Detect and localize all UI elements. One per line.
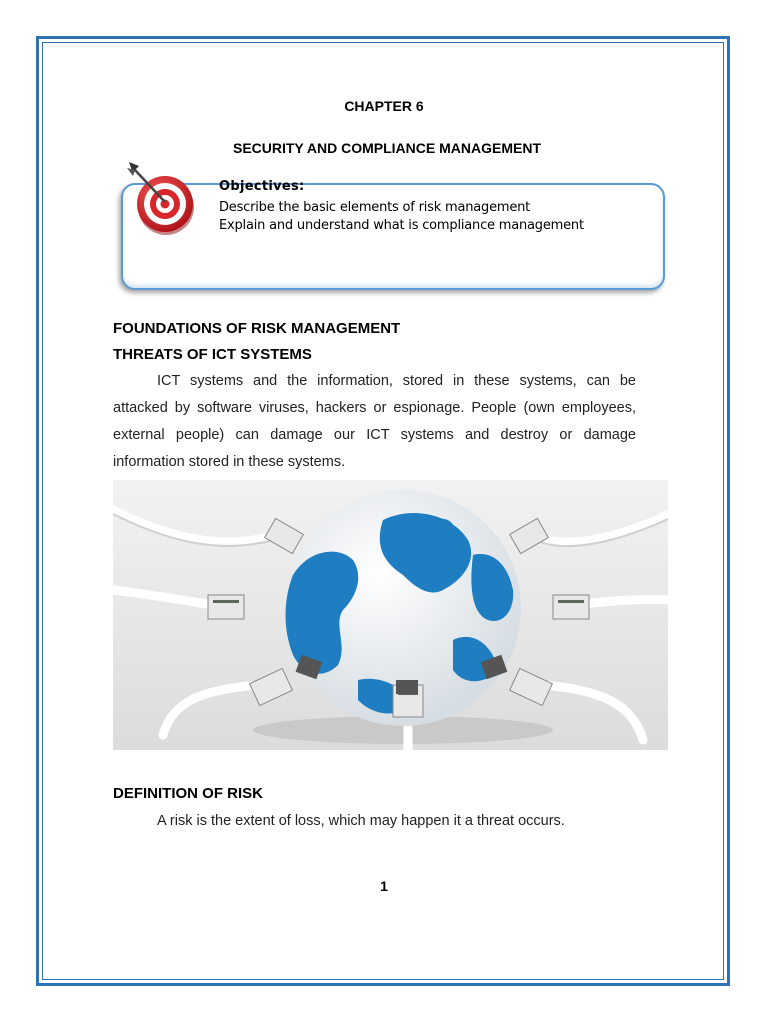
section-heading-definition: DEFINITION OF RISK <box>113 785 263 802</box>
section-heading-threats: THREATS OF ICT SYSTEMS <box>113 346 312 363</box>
section-heading-foundations: FOUNDATIONS OF RISK MANAGEMENT <box>113 320 401 337</box>
page-number: 1 <box>380 878 388 894</box>
target-icon <box>123 156 203 236</box>
globe-network-image <box>113 480 668 750</box>
objectives-heading: Objectives: <box>219 179 305 194</box>
threats-paragraph: ICT systems and the information, stored in these systems, can be attacked by software viruses, hackers or espionage. People (own employees, external people) can damage our ICT systems and destroy or damage information stored in these systems. <box>113 373 636 470</box>
objective-item: Describe the basic elements of risk management <box>219 200 531 215</box>
chapter-title: SECURITY AND COMPLIANCE MANAGEMENT <box>232 140 541 156</box>
definition-paragraph: A risk is the extent of loss, which may happen it a threat occurs. <box>157 813 565 829</box>
objective-item: Explain and understand what is compliance management <box>219 218 584 233</box>
chapter-heading: CHAPTER 6 <box>344 98 424 114</box>
